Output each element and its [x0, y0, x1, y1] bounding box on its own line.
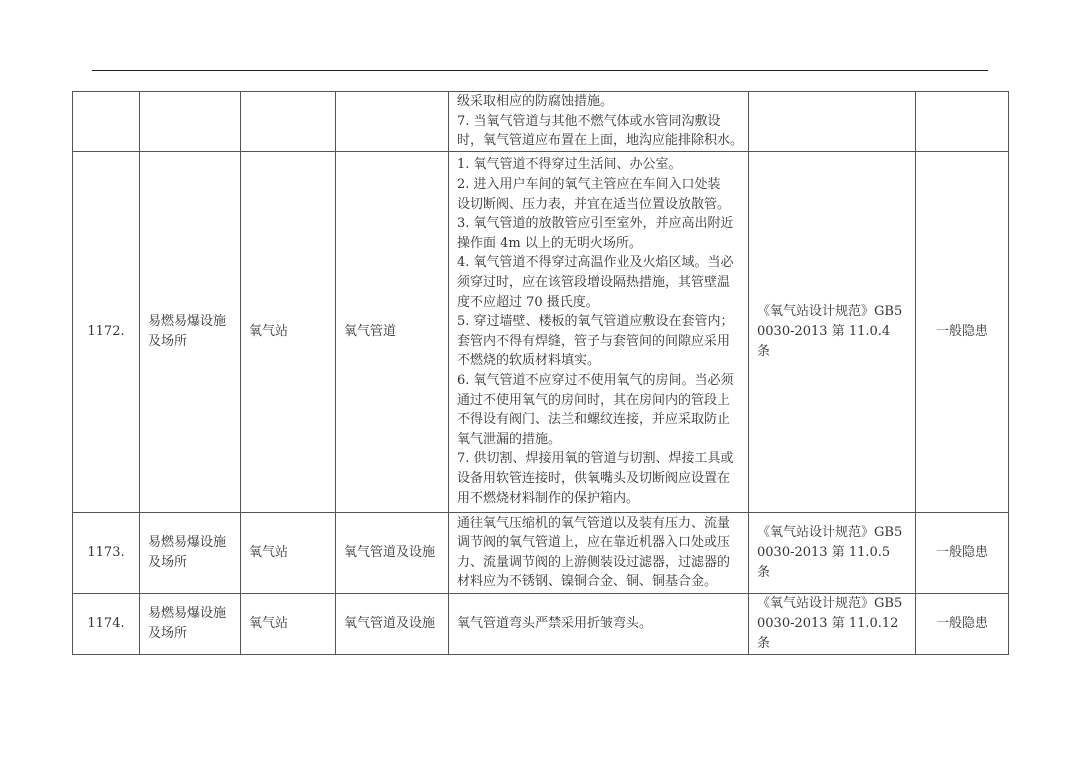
requirement-line: 1. 氧气管道不得穿过生活间、办公室。	[457, 157, 682, 173]
basis	[749, 92, 916, 152]
requirement-line: 4. 氧气管道不得穿过高温作业及火焰区域。当必	[457, 255, 734, 271]
requirement-line: 时，氧气管道应布置在上面，地沟应能排除积水。	[457, 133, 744, 149]
basis: 《氧气站设计规范》GB50030-2013 第 11.0.12 条	[749, 593, 916, 654]
hazard-level	[916, 92, 1009, 152]
inspection-item: 氧气管道及设施	[336, 593, 449, 654]
requirement-line: 须穿过时，应在该管段增设隔热措施，其管壁温	[457, 275, 731, 290]
requirement-line: 操作面 4m 以上的无明火场所。	[457, 235, 642, 251]
requirement-line: 设备用软管连接时，供氧嘴头及切断阀应设置在	[457, 470, 731, 486]
requirement-line: 调节阀的氧气管道上，应在靠近机器入口处或压	[457, 535, 731, 551]
basis: 《氧气站设计规范》GB50030-2013 第 11.0.4 条	[749, 151, 916, 512]
requirement-line: 级采取相应的防腐蚀措施。	[457, 94, 614, 109]
hazard-category: 易燃易爆设施及场所	[140, 151, 241, 512]
hazard-level: 一般隐患	[916, 151, 1009, 512]
requirement-line: 氧气管道弯头严禁采用折皱弯头。	[457, 615, 653, 631]
requirement-line: 力、流量调节阀的上游侧装设过滤器，过滤器的	[457, 554, 731, 570]
table-row	[73, 593, 1009, 654]
requirement-line: 不得设有阀门、法兰和螺纹连接，并应采取防止	[457, 412, 731, 428]
header-rule	[92, 70, 988, 71]
site: 氧气站	[241, 151, 336, 512]
table-row	[73, 92, 1009, 152]
requirement-line: 材料应为不锈钢、镍铜合金、铜、铜基合金。	[457, 574, 718, 590]
hazard-category	[140, 92, 241, 152]
requirement-line: 通过不使用氧气的房间时，其在房间内的管段上	[457, 392, 731, 408]
row-number: 1173.	[73, 512, 140, 593]
requirement-line: 3. 氧气管道的放散管应引至室外，并应高出附近	[457, 216, 734, 232]
requirement-line: 7. 当氧气管道与其他不燃气体或水管同沟敷设	[457, 113, 721, 129]
requirement-line: 5. 穿过墙壁、楼板的氧气管道应敷设在套管内；	[457, 314, 734, 330]
site	[241, 92, 336, 152]
row-number	[73, 92, 140, 152]
hazard-level: 一般隐患	[916, 593, 1009, 654]
table-row	[73, 512, 1009, 593]
requirement	[449, 512, 749, 593]
requirement	[449, 92, 749, 152]
requirement-line: 度不应超过 70 摄氏度。	[457, 294, 599, 310]
requirement-line: 设切断阀、压力表，并宜在适当位置设放散管。	[457, 196, 731, 212]
requirement-line: 通往氧气压缩机的氧气管道以及装有压力、流量	[457, 515, 731, 531]
requirement-line: 6. 氧气管道不应穿过不使用氧气的房间。当必须	[457, 372, 734, 388]
requirement-line: 套管内不得有焊缝，管子与套管间的间隙应采用	[457, 333, 731, 349]
site: 氧气站	[241, 512, 336, 593]
requirement-line: 氧气泄漏的措施。	[457, 431, 562, 447]
inspection-item: 氧气管道	[336, 151, 449, 512]
hazard-table	[72, 91, 1009, 655]
requirement	[449, 593, 749, 654]
inspection-item: 氧气管道及设施	[336, 512, 449, 593]
basis: 《氧气站设计规范》GB50030-2013 第 11.0.5 条	[749, 512, 916, 593]
inspection-item	[336, 92, 449, 152]
row-number: 1172.	[73, 151, 140, 512]
hazard-category: 易燃易爆设施及场所	[140, 512, 241, 593]
requirement	[449, 151, 749, 512]
hazard-level: 一般隐患	[916, 512, 1009, 593]
row-number: 1174.	[73, 593, 140, 654]
requirement-line: 7. 供切割、焊接用氧的管道与切割、焊接工具或	[457, 451, 734, 467]
requirement-line: 不燃烧的软质材料填实。	[457, 353, 601, 369]
table-row	[73, 151, 1009, 512]
requirement-line: 2. 进入用户车间的氧气主管应在车间入口处装	[457, 177, 721, 193]
hazard-category: 易燃易爆设施及场所	[140, 593, 241, 654]
requirement-line: 用不燃烧材料制作的保护箱内。	[457, 490, 640, 506]
site: 氧气站	[241, 593, 336, 654]
